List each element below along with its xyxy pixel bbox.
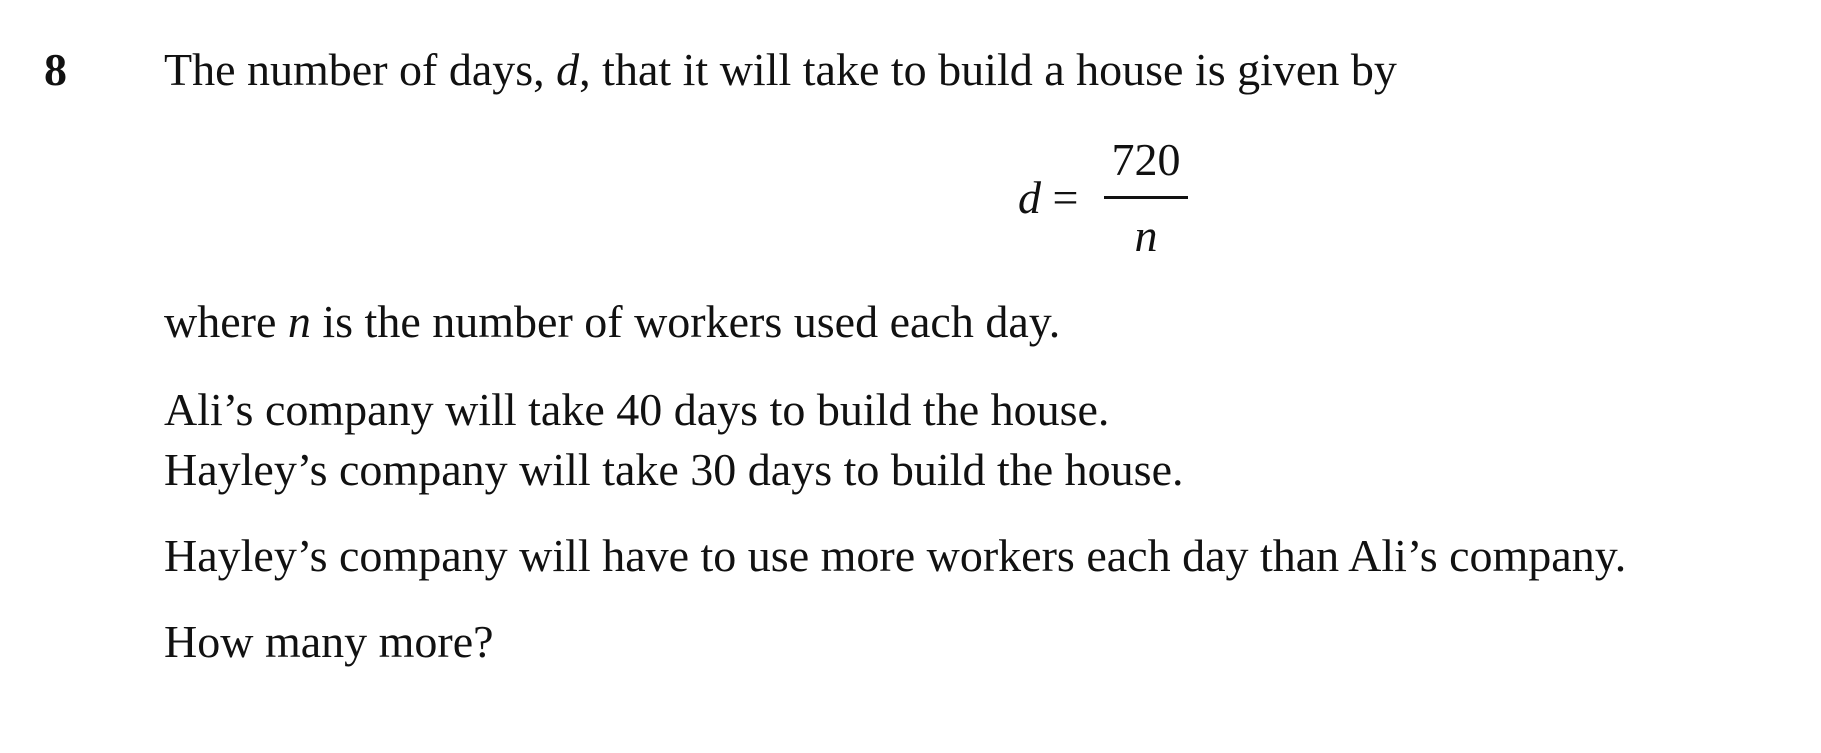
intro-text-start: The number of days, (164, 44, 557, 95)
formula-lhs (1018, 172, 1078, 224)
where-text-start: where (164, 296, 288, 347)
question-number: 8 (44, 44, 67, 95)
where-text-end: is the number of workers used each day. (310, 296, 1061, 347)
formula-fraction (1104, 132, 1188, 262)
formula-numerator: 720 (1111, 134, 1181, 185)
intro-text-end: , that it will take to build a house is given by (579, 44, 1397, 95)
intro-variable-d: d (556, 44, 580, 95)
where-variable-n: n (287, 296, 311, 347)
statement-ali: Ali’s company will take 40 days to build the house. (164, 384, 1110, 435)
formula-equals: = (1041, 172, 1079, 223)
statement-comparison: Hayley’s company will have to use more workers each day than Ali’s company. (164, 530, 1627, 581)
formula-lhs-variable: d (1018, 172, 1041, 223)
where-clause (164, 296, 1060, 348)
statement-hayley: Hayley’s company will take 30 days to build the house. (164, 444, 1184, 495)
formula-denominator: n (1134, 210, 1158, 261)
question-prompt: How many more? (164, 616, 494, 667)
formula (1018, 132, 1198, 262)
fraction-bar (1104, 196, 1188, 199)
question-intro (164, 44, 1397, 96)
